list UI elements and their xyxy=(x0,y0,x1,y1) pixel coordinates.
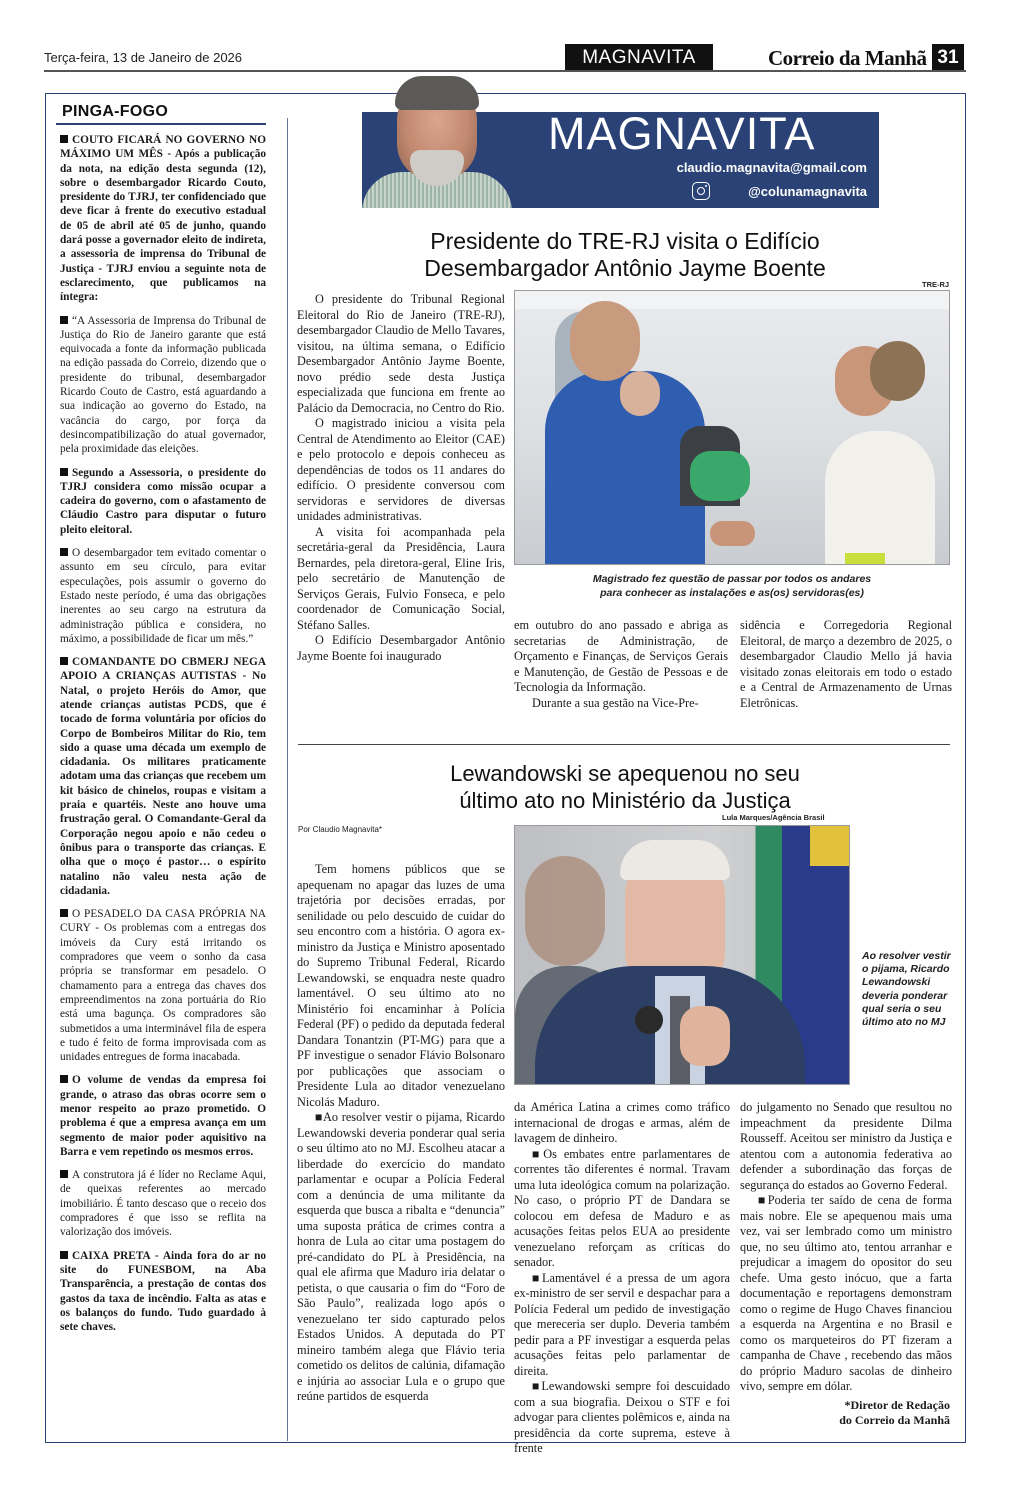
bullet-square-icon xyxy=(60,548,68,556)
bullet-square-icon xyxy=(60,1075,68,1083)
story1-photo-handshake xyxy=(514,290,950,565)
bullet-square-icon xyxy=(60,135,68,143)
sidebar-note: A construtora já é líder no Reclame Aqui, de queixas referentes ao mercado imobiliário. É tanto descaso que o receio dos compradores é que isso se reflita na valorização dos imóveis. xyxy=(60,1169,266,1239)
bullet-square-icon xyxy=(60,468,68,476)
page-number: 31 xyxy=(932,44,964,72)
instagram-icon xyxy=(692,182,710,200)
photo-credit: TRE-RJ xyxy=(922,280,950,289)
sidebar-note: COUTO FICARÁ NO GOVERNO NO MÁXIMO UM MÊS - Após a publicação da nota, na edição desta segunda (12), sobre o desembargador Ricardo Couto, presidente do TJRJ, ter confidenciado que deve ficar à frente do executivo estadual de 05 de abril até 05 de junho, quando dará posse a governador eleito de indireta, a assessoria de imprensa do Tribunal de Justiça - TJRJ enviou a seguinte nota de esclarecimento, que publicamos na íntegra: xyxy=(60,134,266,304)
bullet-square-icon xyxy=(60,1170,68,1178)
author-signoff: *Diretor de Redação do Correio da Manhã xyxy=(839,1398,950,1427)
column-name: MAGNAVITA xyxy=(548,108,816,159)
bullet-square-icon xyxy=(60,316,68,324)
instagram-handle[interactable]: @colunamagnavita xyxy=(748,184,867,199)
story2-headline: Lewandowski se apequenou no seu último ato no Ministério da Justiça xyxy=(450,761,800,813)
story1-photo-caption: Magistrado fez questão de passar por todos os andares para conhecer as instalações e as(os) servidoras(es) xyxy=(592,573,872,599)
columnist-portrait xyxy=(362,76,512,208)
story1-column-3: sidência e Corregedoria Regional Eleitoral, de março a dezembro de 2025, o desembargador Claudio Mello já havia visitado zonas eleitorais em todo o estado e a Central de Armazenamento de Urnas Eletrônicas. xyxy=(740,618,952,710)
story2-column-2: da América Latina a crimes como tráfico internacional de drogas e armas, além de lavagem de dinheiro. ■Os embates entre parlamentares de correntes tão diferentes é normal. Travam uma luta ideológica comum na polarização. No caso, o próprio PT de Dandara se colocou em defesa de Maduro e as acusações feitas pelos EUA ao presidente venezuelano reforçam as críticas do senador. ■Lamentável é a pressa de um agora ex-ministro de ser servil e despachar para a Polícia Federal um pedido de investigação que mereceria ser duplo. Deveria também pedir para a PF investigar a esquerda pelas acusações feitas pelo parlamentar de direita. ■Lewandowski sempre foi descuidado com a sua biografia. Deixou o STF e foi advogar para clientes polêmicos e, ainda na presidência da corte suprema, esteve à frente xyxy=(514,1100,730,1455)
newspaper-masthead: Correio da Manhã xyxy=(768,46,927,70)
sidebar-note: O PESADELO DA CASA PRÓPRIA NA CURY - Os problemas com a entregas dos imóveis da Cury está irritando os compradores que veem o sonho da casa própria se transformar em pesadelo. O chamamento para a entrega das chaves dos empreendimentos na zona portuária do Rio está uma bagunça. Os compradores são submetidos a uma interminável fila de espera e tudo é feito de forma improvisada com as unidades entregues de forma inacabada. xyxy=(60,908,266,1064)
section-tab: MAGNAVITA xyxy=(565,44,713,72)
bullet-square-icon xyxy=(60,909,68,917)
sidebar-note: COMANDANTE DO CBMERJ NEGA APOIO A CRIANÇAS AUTISTAS - No Natal, o projeto Heróis do Amor, que atende crianças autistas PCDS, que é tocado de forma voluntária por ofícios do Corpo de Bombeiros Militar do Rio, tem sido a quase uma década um exemplo de cidadania. Os militares praticamente adotam uma das crianças que recebem um kit básico de chinelos, roupas e visitam a praia e quartéis. Neste ano houve uma frustração geral. O Comandante-Geral da Corporação negou apoio e não cedeu o ônibus para o transporte das crianças. E olha que o moço é pastor… o espírito natalino não valeu nesta ação de cidadania. xyxy=(60,656,266,897)
sidebar-title: PINGA-FOGO xyxy=(56,103,266,125)
story2-photo-lewandowski xyxy=(514,825,850,1085)
story2-column-1: Tem homens públicos que se apequenam no apagar das luzes de uma trajetória por decisões erradas, por senilidade ou pelo descuido de cuidar do seu encontro com a história. O agora ex-ministro da Justiça e Ministro aposentado do Supremo Tribunal Federal, Ricardo Lewandowski, se enquadra neste quadro lamentável. O seu último ato no Ministério foi encaminhar à Polícia Federal (PF) o pedido da deputada federal Dandara Tonantzin (PT-MG) para que a PF investigue o senador Flávio Bolsonaro por publicações que associam o Presidente Lula ao ditador venezuelano Nicolás Maduro. ■Ao resolver vestir o pijama, Ricardo Lewandowski deveria ponderar qual seria o seu último ato no MJ. Escolheu atacar a liberdade do exercício do mandato parlamentar e ocupar a Polícia Federal com a denúncia de uma militante da esquerda que busca a ribalta e “denuncia” uma suposta prática de crimes contra a honra de Lula ao citar uma postagem do pré-candidato do PL à Presidência, na qual ele afirma que Maduro iria delatar o petista, o que causaria o fim do “Foro de São Paulo”, realizada logo após o venezuelano ter sido capturado pelos Estados Unidos. A deputada do PT mineiro também alega que Flávio teria cometido os delitos de calúnia, difamação e injúria ao associar Lula e o grupo que reúne partidos de esquerda xyxy=(297,862,505,1403)
story-separator xyxy=(298,744,950,745)
story1-column-1: O presidente do Tribunal Regional Eleitoral do Rio de Janeiro (TRE-RJ), desembargador Claudio de Mello Tavares, visitou, na última semana, o Edifício Desembargador Antônio Jayme Boente, novo prédio sede desta Justiça especializada que funciona em frente ao Palácio da Democracia, no Centro do Rio. O magistrado iniciou a visita pela Central de Atendimento ao Eleitor (CAE) e pelo protocolo e depois conheceu as dependências de todos os 11 andares do edifício. O presidente conversou com servidoras e servidores de diversas unidades administrativas. A visita foi acompanhada pela secretária-geral da Presidência, Laura Bernardes, pela diretora-geral, Eline Iris, pelo secretário de Manutenção de Serviços Gerais, Fulvio Fonseca, e pelo coordenador de Comunicação Social, Stéfano Salles. O Edifício Desembargador Antônio Jayme Boente foi inaugurado xyxy=(297,292,506,663)
byline: Por Claudio Magnavita* xyxy=(298,825,383,834)
sidebar-note: O desembargador tem evitado comentar o assunto em seu círculo, para evitar especulações, pois assumir o governo do Estado neste período, é uma das obrigações inerentes ao seu cargo na estrutura da administração pública e considera, no máximo, a possibilidade de ficar um mês.” xyxy=(60,547,266,645)
bullet-square-icon xyxy=(60,1251,68,1259)
story1-headline: Presidente do TRE-RJ visita o Edifício Desembargador Antônio Jayme Boente xyxy=(424,228,826,281)
column-divider xyxy=(287,118,288,1441)
sidebar-note: O volume de vendas da empresa foi grande, o atraso das obras ocorre sem o menor respeito ao prazo prometido. O problema é que a empresa avança em um segmento de maior poder aquisitivo na Barra e vem repetindo os mesmos erros. xyxy=(60,1074,266,1158)
sidebar-note: CAIXA PRETA - Ainda fora do ar no site do FUNESBOM, na Aba Transparência, a prestação de contas dos gastos da taxa de incêndio. Falta as atas e os balanços do fundo. Tudo guardado à sete chaves. xyxy=(60,1249,266,1334)
story2-photo-caption: Ao resolver vestir o pijama, Ricardo Lewandowski deveria ponderar qual seria o seu último ato no MJ xyxy=(862,950,951,1029)
story2-column-3: do julgamento no Senado que resultou no impeachment da presidente Dilma Rousseff. Aceitou ser ministro da Justiça e atentou com a autonomia federativa ao defender a subordinação das forças de segurança do estados ao Governo Federal. ■Poderia ter saído de cena de forma mais nobre. Ele se apequenou mais uma vez, vai ser lembrado como um ministro que, no seu último ato, tentou arranhar e prejudicar a imagem do opositor do seu chefe. Uma gesto inócuo, que a farta documentação e reportagens demonstram como o regime de Hugo Chaves financiou a esquerda na Argentina e no Brasil e como os marqueteiros do PT fizeram a campanha de Chave , recebendo das mãos do próprio Maduro sacolas de dinheiro vivo, sempre em dólar. xyxy=(740,1100,952,1393)
pinga-fogo-sidebar xyxy=(56,103,266,1343)
sidebar-note: Segundo a Assessoria, o presidente do TJRJ considera como missão ocupar a cadeira do governo, com o afastamento de Cláudio Castro para disputar o futuro pleito eleitoral. xyxy=(60,466,266,536)
header-rule xyxy=(44,70,966,72)
bullet-square-icon xyxy=(60,657,68,665)
photo-credit: Lula Marques/Agência Brasil xyxy=(722,813,825,822)
columnist-email[interactable]: claudio.magnavita@gmail.com xyxy=(676,160,867,175)
story1-column-2: em outubro do ano passado e abriga as secretarias de Administração, de Orçamento e Finanças, de Serviços Gerais e Manutenção, de Gestão de Pessoas e de Tecnologia da Informação. Durante a sua gestão na Vice-Pre- xyxy=(514,618,728,710)
sidebar-note: “A Assessoria de Imprensa do Tribunal de Justiça do Rio de Janeiro garante que está equivocada a fonte da informação publicada na edição passada do Correio, dizendo que o presidente do tribunal, desembargador Ricardo Couto de Castro, está aguardando a sua indicação ao governo do Estado, na vacância do cargo, por força da desincompatibilização do atual governador, pela proximidade das eleições. xyxy=(60,314,266,456)
issue-date: Terça-feira, 13 de Janeiro de 2026 xyxy=(44,50,243,65)
